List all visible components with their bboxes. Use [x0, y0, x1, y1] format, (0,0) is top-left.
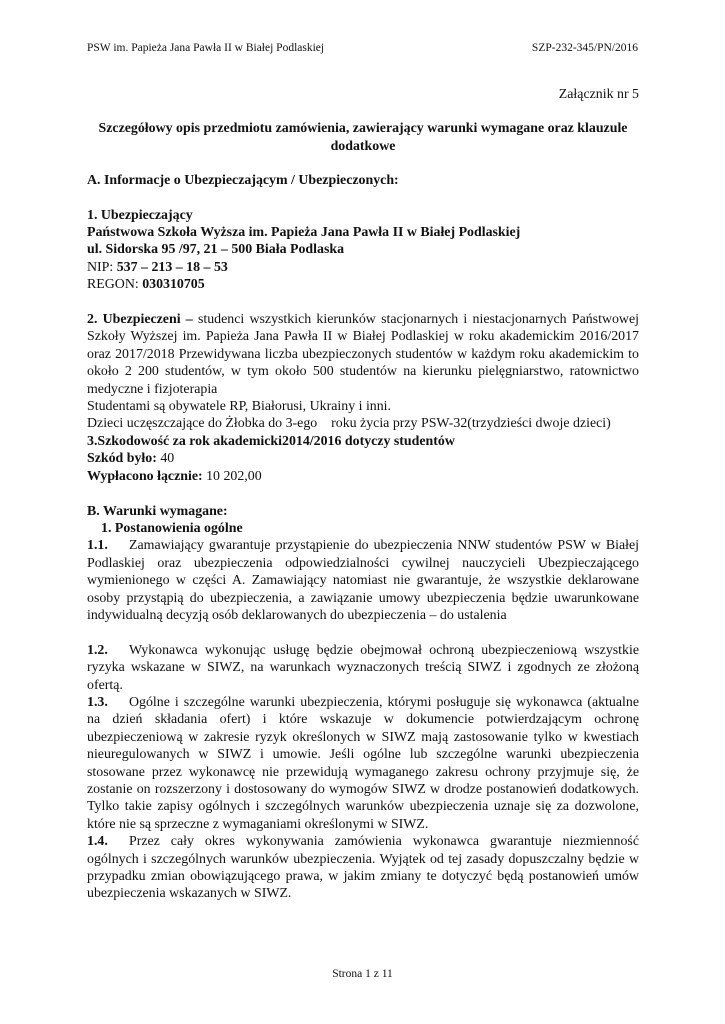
document-body: [87, 86, 639, 903]
section-a-heading: A. Informacje o Ubezpieczającym / Ubezpieczonych:: [87, 173, 399, 189]
clause-number: 1.3.: [87, 694, 108, 710]
running-header-left: PSW im. Papieża Jana Pawła II w Białej Podlaskiej: [87, 42, 325, 54]
section-b-subheading: 1. Postanowienia ogólne: [101, 520, 243, 536]
clause-1-3: [87, 694, 639, 833]
clause-text: Wykonawca wykonując usługę będzie obejmował ochroną ubezpieczeniową wszystkie ryzyka wskazane w SIWZ, na warunkach wyznaczonych treścią SIWZ i zgodnych ze złożoną ofertą.: [87, 642, 639, 693]
clause-text: Przez cały okres wykonywania zamówienia wykonawca gwarantuje niezmienność ogólnych i szczególnych warunków ubezpieczenia. Wyjątek od tej zasady dopuszczalny będzie w przypadku zmian obowiązującego prawa, w jakim zmiany te dotyczyć będą postanowień umów ubezpieczenia wskazanych w SIWZ.: [87, 834, 639, 902]
insured-nationality: Studentami są obywatele RP, Białorusi, Ukrainy i inni.: [87, 399, 392, 415]
claims-count-value: 40: [156, 451, 175, 467]
clause-text: Zamawiający gwarantuje przystąpienie do ubezpieczenia NNW studentów PSW w Białej Podlaskiej oraz ubezpieczenia odpowiedzialności cywilnej nauczycieli Ubezpieczającego wymienionego w części A. Zamawiający natomiast nie gwarantuje, że wszystkie deklarowane osoby przystąpią do ubezpieczenia, a zawiązanie umowy ubezpieczenia będzie uwarunkowane indywidualną decyzją osób deklarowanych do ubezpieczenia – do ustalenia: [87, 538, 639, 623]
annex-label: Załącznik nr 5: [558, 87, 639, 102]
nip-value: 537 – 213 – 18 – 53: [116, 259, 228, 275]
nip-label: NIP:: [87, 259, 117, 275]
clause-1-1: [87, 537, 639, 624]
insurer-name: Państwowa Szkoła Wyższa im. Papieża Jana Pawła II w Białej Podlaskiej: [87, 225, 521, 241]
paid-label: Wypłacono łącznie:: [87, 468, 203, 484]
section-b-heading: B. Warunki wymagane:: [87, 503, 228, 519]
insurer-nip-line: [87, 259, 639, 276]
paid-line: [87, 468, 639, 485]
clause-text: Ogólne i szczególne warunki ubezpieczenia, którymi posługuje się wykonawca (aktualne na dzień składania ofert) i które wskazuje w dokumencie potwierdzającym ochronę ubezpieczeniową w zakresie ryzyk określonych w SIWZ mają zastosowanie tylko w kwestiach nieuregulowanych w SIWZ i umowie. Jeśli ogólne lub szczególne warunki ubezpieczenia stosowane przez wykonawcę nie przewidują wymaganego zakresu ochrony przyjmuje się, że zostanie on rozszerzony i dostosowany do wymogów SIWZ w drodze postanowień dodatkowych. Tylko takie zapisy ogólnych i szczególnych warunków ubezpieczenia uznaje się za dozwolone, które nie są sprzeczne z wymaganiami określonymi w SIWZ.: [87, 694, 639, 832]
paid-value: 10 202,00: [202, 468, 262, 484]
clause-number: 1.4.: [87, 834, 108, 850]
claims-count-line: [87, 450, 639, 467]
insurer-regon-line: [87, 276, 639, 293]
insurer-address: ul. Sidorska 95 /97, 21 – 500 Biała Podlaska: [87, 242, 345, 258]
insured-children: Dzieci uczęszczające do Żłobka do 3-ego roku życia przy PSW-32(trzydzieści dwoje dzieci): [87, 416, 611, 432]
insured-heading: 2. Ubezpieczeni –: [87, 312, 193, 328]
regon-label: REGON:: [87, 277, 143, 293]
insured-paragraph: [87, 311, 639, 398]
claims-count-label: Szkód było:: [87, 451, 157, 467]
clause-1-2: [87, 642, 639, 694]
insured-text: studenci wszystkich kierunków stacjonarnych i niestacjonarnych Państwowej Szkoły Wyższej im. Papieża Jana Pawła II w Białej Podlaskiej w roku akademickim 2016/2017 oraz 2017/2018 Przewidywana liczba ubezpieczonych studentów w każdym roku akademickim to około 2 200 studentów, w tym około 500 studentów na kierunku pielęgniarstwo, ratownictwo medyczne i fizjoterapia: [87, 312, 639, 397]
claims-heading: 3.Szkodowość za rok akademicki2014/2016 dotyczy studentów: [87, 433, 455, 449]
clause-1-4: [87, 833, 639, 903]
insurer-heading: 1. Ubezpieczający: [87, 207, 193, 223]
clause-number: 1.1.: [87, 538, 108, 554]
regon-value: 030310705: [142, 277, 205, 293]
document-title: Szczegółowy opis przedmiotu zamówienia, zawierający warunki wymagane oraz klauzule dodatkowe: [98, 121, 628, 154]
clause-number: 1.2.: [87, 642, 108, 658]
page-number: Strona 1 z 11: [332, 968, 393, 980]
running-header-right: SZP-232-345/PN/2016: [531, 42, 638, 54]
